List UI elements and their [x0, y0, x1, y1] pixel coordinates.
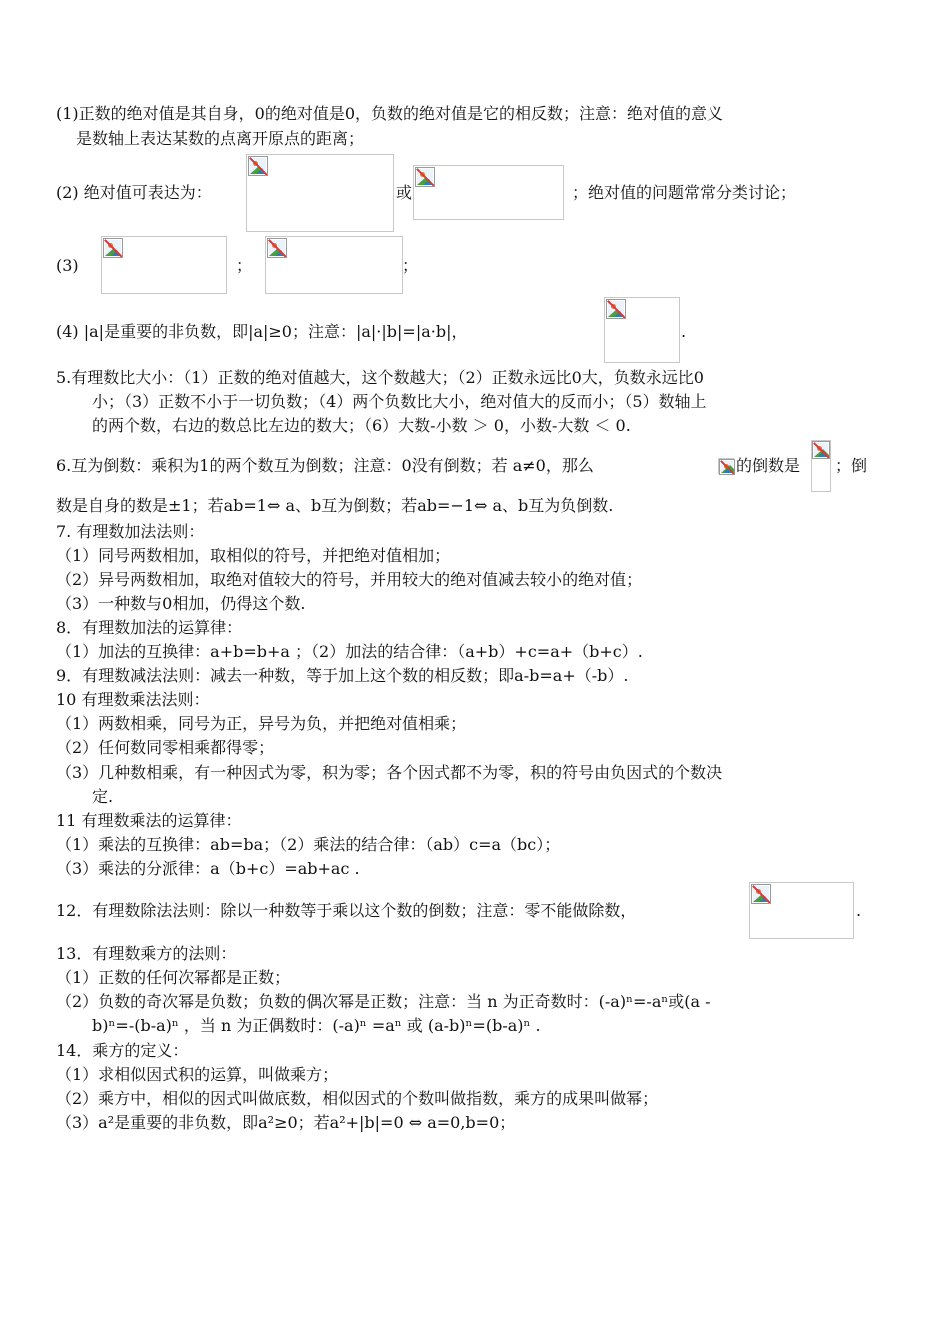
broken-image-icon: [719, 459, 735, 475]
item6-line1c: ；倒: [835, 456, 868, 475]
item3-sep1: ；: [236, 256, 253, 275]
item8-title: 8．有理数加法的运算律：: [56, 618, 243, 637]
formula-image: [811, 440, 831, 492]
item10-title: 10 有理数乘法法则：: [56, 690, 210, 709]
broken-image-icon: [751, 884, 771, 904]
item4-tail: .: [681, 322, 687, 341]
item1-line1: (1)正数的绝对值是其自身，0的绝对值是0，负数的绝对值是它的相反数；注意：绝对值的意义: [56, 104, 724, 123]
broken-image-icon: [248, 156, 268, 176]
item7-rule1: （1）同号两数相加，取相似的符号，并把绝对值相加；: [56, 546, 451, 565]
item6-line1a: 6.互为倒数：乘积为1的两个数互为倒数；注意：0没有倒数；若 a≠0，那么: [56, 456, 594, 475]
item5-line1: 5.有理数比大小：（1）正数的绝对值越大，这个数越大；（2）正数永远比0大，负数永远比0: [56, 368, 704, 387]
broken-image-icon: [415, 167, 435, 187]
item12-text: 12．有理数除法法则：除以一种数等于乘以这个数的倒数；注意：零不能做除数，: [56, 901, 637, 920]
item3-sep2: ；: [402, 256, 419, 275]
item13-rule2b: b)ⁿ=-(b-a)ⁿ ，当 n 为正偶数时：(-a)ⁿ =aⁿ 或 (a-b)ⁿ=(b-a)ⁿ .: [92, 1016, 541, 1035]
broken-image-icon: [606, 299, 626, 319]
item7-rule2: （2）异号两数相加，取绝对值较大的符号，并用较大的绝对值减去较小的绝对值；: [56, 570, 643, 589]
formula-image: [246, 154, 394, 232]
item10-rule2: （2）任何数同零相乘都得零；: [56, 738, 275, 757]
item10-rule1: （1）两数相乘，同号为正，异号为负，并把绝对值相乘；: [56, 714, 467, 733]
item1-line2: 是数轴上表达某数的点离开原点的距离；: [76, 129, 365, 148]
item9-text: 9．有理数减法法则：减去一种数，等于加上这个数的相反数；即a-b=a+（-b）.: [56, 666, 629, 685]
item13-title: 13．有理数乘方的法则：: [56, 944, 237, 963]
item8-rule1: （1）加法的互换律：a+b=b+a ；（2）加法的结合律：（a+b）+c=a+（b+c）.: [56, 642, 643, 661]
item12-tail: .: [856, 901, 862, 920]
item11-rule1: （1）乘法的互换律：ab=ba；（2）乘法的结合律：（ab）c=a（bc）；: [56, 835, 561, 854]
item2-or: 或: [396, 183, 413, 202]
item5-line3: 的两个数，右边的数总比左边的数大；（6）大数-小数 ＞ 0，小数-大数 ＜ 0.: [92, 416, 631, 435]
formula-image: [604, 297, 680, 363]
formula-image: [265, 236, 403, 294]
item6-line2: 数是自身的数是±1；若ab=1⇔ a、b互为倒数；若ab=−1⇔ a、b互为负倒数.: [56, 496, 614, 515]
item4-text: (4) |a|是重要的非负数，即|a|≥0；注意：|a|·|b|=|a·b|，: [56, 322, 468, 341]
formula-image: [101, 236, 227, 294]
broken-image-icon: [103, 238, 123, 258]
item13-rule2: （2）负数的奇次幂是负数；负数的偶次幂是正数；注意：当 n 为正奇数时：(-a)ⁿ=-aⁿ或(a -: [56, 992, 711, 1011]
item14-rule2: （2）乘方中，相似的因式叫做底数，相似因式的个数叫做指数，乘方的成果叫做幂；: [56, 1089, 659, 1108]
item7-rule3: （3）一种数与0相加，仍得这个数.: [56, 594, 306, 613]
item6-line1b: 的倒数是: [736, 456, 801, 475]
item2-label: (2) 绝对值可表达为：: [56, 183, 212, 202]
item14-rule3: （3）a²是重要的非负数，即a²≥0；若a²+|b|=0 ⇔ a=0,b=0；: [56, 1113, 516, 1132]
item10-rule3b: 定.: [92, 787, 114, 806]
item11-title: 11 有理数乘法的运算律：: [56, 811, 242, 830]
item3-label: (3): [56, 256, 79, 275]
formula-image: [413, 165, 564, 220]
formula-image: [718, 458, 734, 474]
broken-image-icon: [812, 441, 830, 459]
formula-image: [749, 882, 854, 939]
item10-rule3a: （3）几种数相乘，有一种因式为零，积为零；各个因式都不为零，积的符号由负因式的个数决: [56, 763, 723, 782]
item13-rule1: （1）正数的任何次幂都是正数；: [56, 968, 291, 987]
item5-line2: 小；（3）正数不小于一切负数；（4）两个负数比大小，绝对值大的反而小；（5）数轴上: [92, 392, 707, 411]
item2-tail: ；绝对值的问题常常分类讨论；: [572, 183, 797, 202]
item14-title: 14．乘方的定义：: [56, 1041, 189, 1060]
item11-rule2: （3）乘法的分派律：a（b+c）=ab+ac .: [56, 859, 360, 878]
broken-image-icon: [267, 238, 287, 258]
item7-title: 7. 有理数加法法则：: [56, 522, 205, 541]
item14-rule1: （1）求相似因式积的运算，叫做乘方；: [56, 1065, 339, 1084]
